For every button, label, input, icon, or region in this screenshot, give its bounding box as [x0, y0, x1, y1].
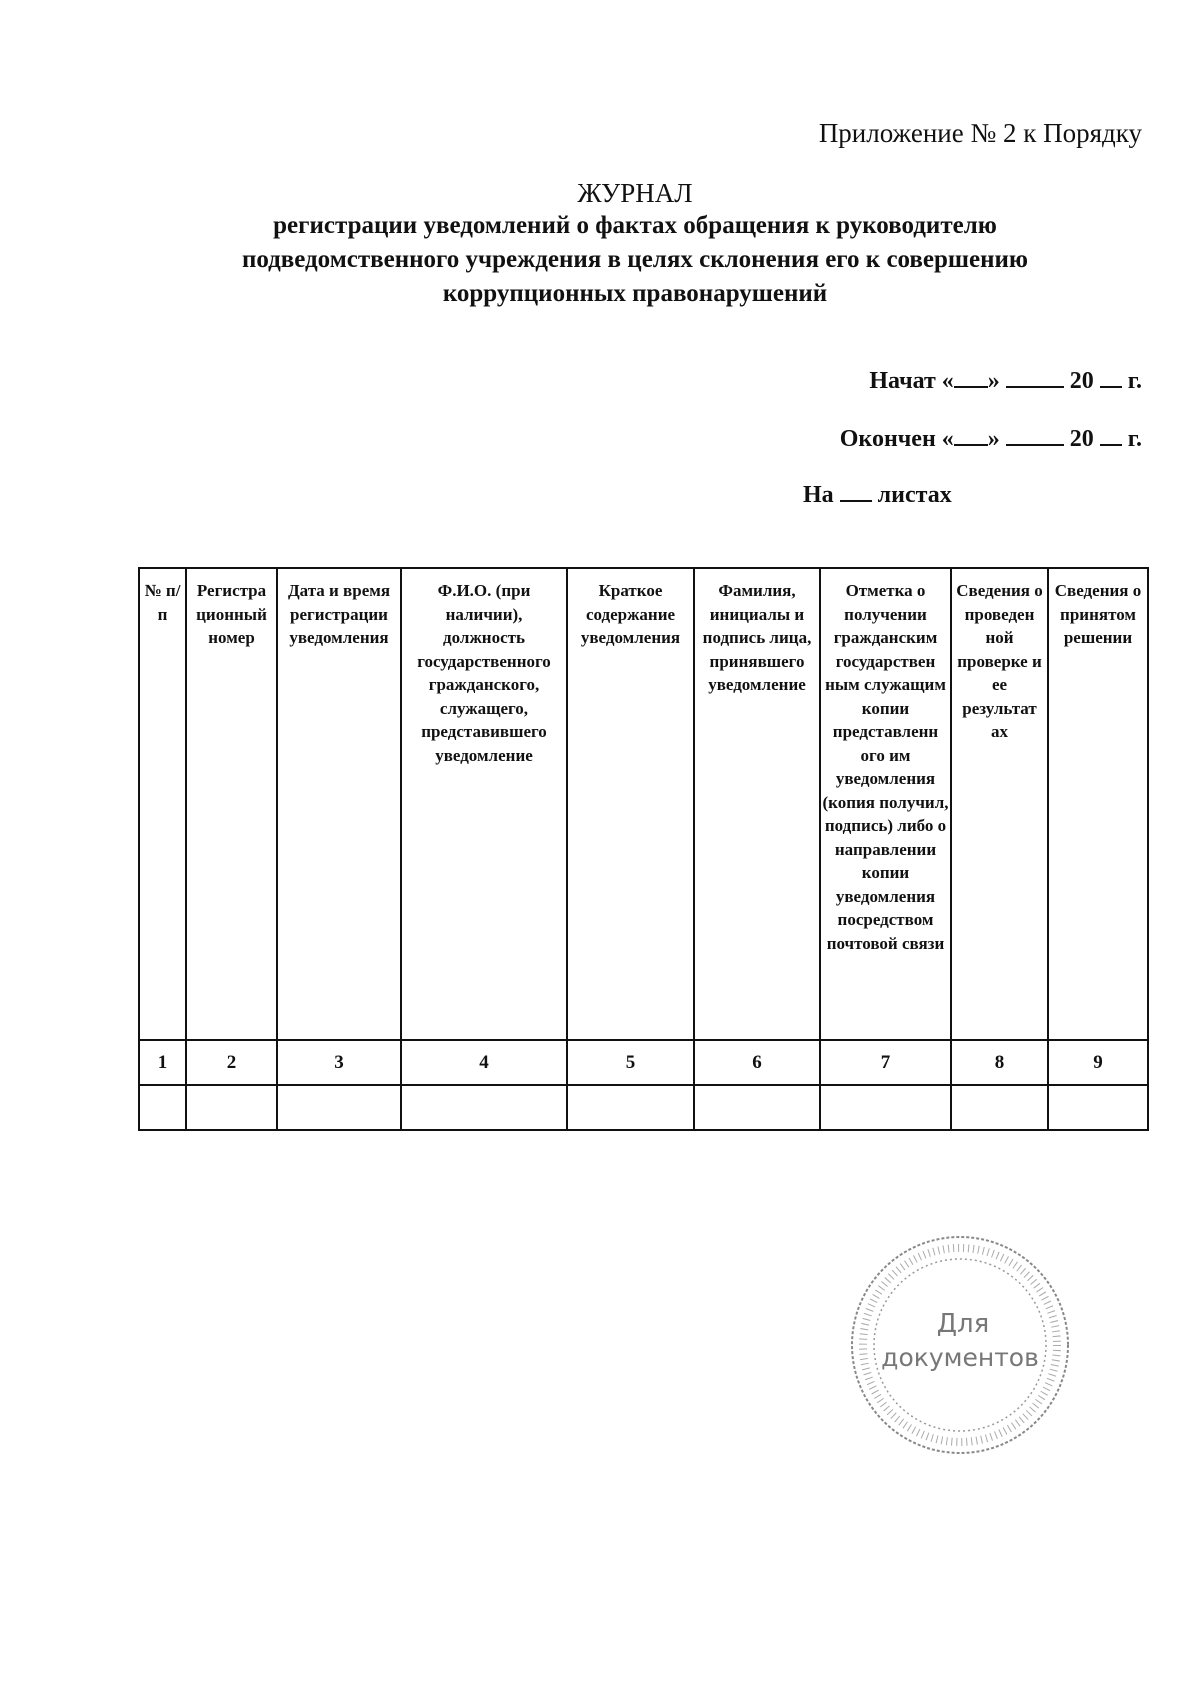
- appendix-reference: Приложение № 2 к Порядку: [818, 118, 1142, 148]
- header-cell: Ф.И.О. (при наличии), должность государственного гражданского, служащего, представившего уведомление: [401, 568, 567, 1040]
- header-cell: Фамилия, инициалы и подпись лица, принявшего уведомление: [694, 568, 820, 1040]
- column-number: 5: [567, 1040, 694, 1085]
- started-label: Начат «: [869, 368, 954, 394]
- header-cell: Регистра ционный номер: [186, 568, 277, 1040]
- header-cell: Сведения о проведен ной проверке и ее результат ах: [951, 568, 1048, 1040]
- ended-month-blank: [1006, 444, 1064, 446]
- empty-cell: [1048, 1085, 1148, 1130]
- started-line: [869, 368, 1142, 395]
- header-cell: № п/п: [139, 568, 186, 1040]
- header-row: [139, 568, 1148, 1040]
- started-year: 20: [1069, 368, 1094, 394]
- empty-cell: [567, 1085, 694, 1130]
- document-title: ЖУРНАЛ: [577, 178, 693, 208]
- sheets-suffix: листах: [877, 482, 952, 508]
- header-cell: Отметка о получении гражданским государствен ным служащим копии представленн ого им уведомления (копия получил, подпись) либо о направлении копии уведомления посредством почтовой связи: [820, 568, 951, 1040]
- ended-suffix: г.: [1127, 426, 1142, 452]
- column-number: 4: [401, 1040, 567, 1085]
- subtitle-line-2: подведомственного учреждения в целях склонения его к совершению: [241, 246, 1029, 273]
- sheets-prefix: На: [803, 482, 834, 508]
- title-block: [100, 177, 1170, 311]
- started-suffix: г.: [1127, 368, 1142, 394]
- ended-year-blank: [1100, 444, 1122, 446]
- empty-cell: [401, 1085, 567, 1130]
- column-number: 6: [694, 1040, 820, 1085]
- stamp-seal: [845, 1230, 1075, 1460]
- column-number: 8: [951, 1040, 1048, 1085]
- column-number: 3: [277, 1040, 401, 1085]
- empty-cell: [820, 1085, 951, 1130]
- header-cell: Краткое содержание уведомления: [567, 568, 694, 1040]
- empty-cell: [951, 1085, 1048, 1130]
- empty-cell: [694, 1085, 820, 1130]
- empty-cell: [277, 1085, 401, 1130]
- column-number: 9: [1048, 1040, 1148, 1085]
- empty-cell: [186, 1085, 277, 1130]
- ended-quote: »: [987, 426, 1000, 452]
- ended-year: 20: [1069, 426, 1094, 452]
- started-quote: »: [987, 368, 1000, 394]
- stamp-text-line-2: документов: [881, 1343, 1039, 1372]
- started-day-blank: [954, 386, 988, 388]
- subtitle-line-3: коррупционных правонарушений: [442, 280, 828, 307]
- empty-entry-row: [139, 1085, 1148, 1130]
- column-number-row: [139, 1040, 1148, 1085]
- sheets-count-blank: [840, 500, 872, 502]
- column-number: 2: [186, 1040, 277, 1085]
- subtitle-line-1: регистрации уведомлений о фактах обращения к руководителю: [273, 212, 997, 239]
- header-cell: Дата и время регистрации уведомления: [277, 568, 401, 1040]
- column-number: 7: [820, 1040, 951, 1085]
- header-cell: Сведения о принятом решении: [1048, 568, 1148, 1040]
- ended-day-blank: [954, 444, 988, 446]
- ended-line: [840, 426, 1142, 453]
- column-number: 1: [139, 1040, 186, 1085]
- empty-cell: [139, 1085, 186, 1130]
- started-month-blank: [1006, 386, 1064, 388]
- journal-table: [138, 567, 1149, 1131]
- started-year-blank: [1100, 386, 1122, 388]
- sheets-line: [803, 482, 952, 509]
- ended-label: Окончен «: [839, 426, 954, 452]
- stamp-text-line-1: Для: [936, 1309, 990, 1339]
